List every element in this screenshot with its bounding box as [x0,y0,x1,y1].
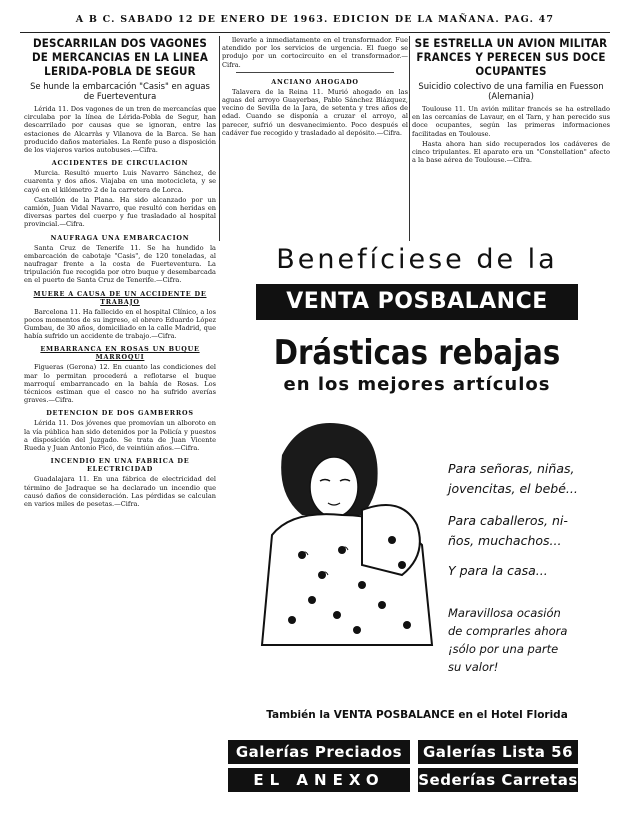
ad-line: Maravillosa ocasión [448,606,561,620]
article-paragraph: Figueras (Gerona) 12. En cuanto las condiciones del mar lo permitan procederá a reflotarse el buque marroquí embarrancado en la bahía de Rosas. Los técnicos estiman que el casco no ha sufrido averías graves.—Cifra. [24,363,216,405]
section-heading: INCENDIO EN UNA FABRICA DE ELECTRICIDAD [50,457,190,474]
ad-line: de comprarles ahora [448,624,568,638]
ad-florida-note: También la VENTA POSBALANCE en el Hotel Florida [266,709,568,721]
section-heading: MUERE A CAUSA DE UN ACCIDENTE DE TRABAJO [33,289,207,306]
section-rule [236,72,394,73]
article-paragraph: Lérida 11. Dos jóvenes que promovían un alboroto en la vía pública han sido detenidos por la Policía y puestos a disposición del Juzgado. Se trata de Juan Vicente Rueda y Juan Antonio Picó, de veintiún años.—Cifra. [24,419,216,453]
subhead-suicide: Suicidio colectivo de una familia en Fuesson (Alemania) [418,81,604,101]
article-paragraph: Barcelona 11. Ha fallecido en el hospital Clínico, a los pocos momentos de su ingreso, el obrero Eduardo López Gumbau, de 30 años, domiciliado en la calle Madrid, que había sufrido un accidente de trabajo.—Cifra. [24,307,216,341]
ad-banner: VENTA POSBALANCE [256,284,578,320]
article-paragraph: Castellón de la Plana. Ha sido alcanzado por un camión, Juan Vidal Navarro, que resultó con heridas en diversas partes del cuerpo y fue trasladado al hospital provincial.—Cifra. [24,195,216,229]
ad-title: Benefíciese de la [276,244,558,275]
store-galerias-preciados: Galerías Preciados [228,740,410,764]
ad-line: jovencitas, el bebé... [448,481,578,496]
section-heading: EMBARRANCA EN ROSAS UN BUQUE MARROQUI [40,345,200,362]
ad-line: ¡sólo por una parte [448,642,559,656]
column-divider [409,36,410,241]
column-2 [222,36,408,139]
ad-headline: Drásticas rebajas [273,333,561,373]
article-paragraph: Guadalajara 11. En una fábrica de electricidad del término de Jadraque se ha declarado un incendio que causó daños de consideración. Las pérdidas se calculan en varios miles de pesetas.—Cifra. [24,475,216,508]
section-heading: DETENCION DE DOS GAMBERROS [46,409,194,418]
headline-train: DESCARRILAN DOS VAGONES DE MERCANCIAS EN LA LINEA LERIDA-POBLA DE SEGUR [31,36,209,78]
ad-line: Para caballeros, ni- [448,513,568,528]
article-paragraph: Talavera de la Reina 11. Murió ahogado en las aguas del arroyo Guayerbas, Pablo Sánchez Blázquez, vecino de Sevilla de la Jara, de setenta y tres años de edad. Cuando se disponía a cruzar el arroyo, al parecer, sufrió un desvanecimiento. Poco después el cadáver fue recogido y trasladado al depósito.—Cifra. [222,87,408,137]
subhead-casis: Se hunde la embarcación "Casis" en aguas de Fuerteventura [30,81,210,101]
article-paragraph: Santa Cruz de Tenerife 11. Se ha hundido la embarcación de cabotaje "Casis", de 120 toneladas, al naufragar frente a la costa de Fuerteventura. La tripulación fue recogida por otro buque y desembarcada en el puerto de Santa Cruz de Tenerife.—Cifra. [24,243,216,285]
article-paragraph: llevarle a inmediatamente en el transformador. Fue atendido por los servicios de urgencia. El fuego se produjo por un cortocircuito en el transformador.—Cifra. [222,36,408,69]
store-el-anexo: EL ANEXO [228,768,410,792]
ad-line: Y para la casa... [448,563,548,578]
article-paragraph: Toulouse 11. Un avión militar francés se ha estrellado en las cercanías de Lavaur, en el Tarn, y han perecido sus doce ocupantes, según las primeras informaciones facilitadas en Toulouse. [412,105,610,138]
section-heading: NAUFRAGA UNA EMBARCACION [50,233,190,242]
headline-plane: SE ESTRELLA UN AVION MILITAR FRANCES Y PERECEN SUS DOCE OCUPANTES [414,36,608,78]
column-divider [219,36,220,241]
woman-child-illustration [242,415,442,655]
ad-line: Para señoras, niñas, [448,461,575,476]
page-header: A B C. SABADO 12 DE ENERO DE 1963. EDICION DE LA MAÑANA. PAG. 47 [75,14,555,25]
article-paragraph: Lérida 11. Dos vagones de un tren de mercancías que circulaba por la línea de Lérida-Pobla de Segur, han descarrilado por causas que se ignoran, entre las estaciones de Alcarràs y Vilanova de la Barca. Se han producido daños materiales. La Renfe puso a disposición de los viajeros varios autobuses.—Cifra. [24,105,216,155]
ad-line: su valor! [448,660,499,674]
section-heading: ACCIDENTES DE CIRCULACION [51,159,189,168]
section-heading: ANCIANO AHOGADO [271,77,359,86]
article-paragraph: Hasta ahora han sido recuperados los cadáveres de cinco tripulantes. El aparato era un "Constellation" afecto a la base aérea de Toulouse.—Cifra. [412,139,610,165]
ad-line: ños, muchachos... [448,533,562,548]
column-1 [24,36,216,510]
store-galerias-lista: Galerías Lista 56 [418,740,578,764]
advertisement [222,240,612,830]
article-paragraph: Murcia. Resultó muerto Luis Navarro Sánchez, de cuarenta y dos años. Viajaba en una motocicleta, y se cayó en el kilómetro 2 de la carretera de Lorca. [24,169,216,194]
ad-subtitle: en los mejores artículos [283,374,551,395]
store-sederias-carretas: Sederías Carretas [418,768,578,792]
column-3 [412,36,610,166]
header-rule [20,32,610,33]
